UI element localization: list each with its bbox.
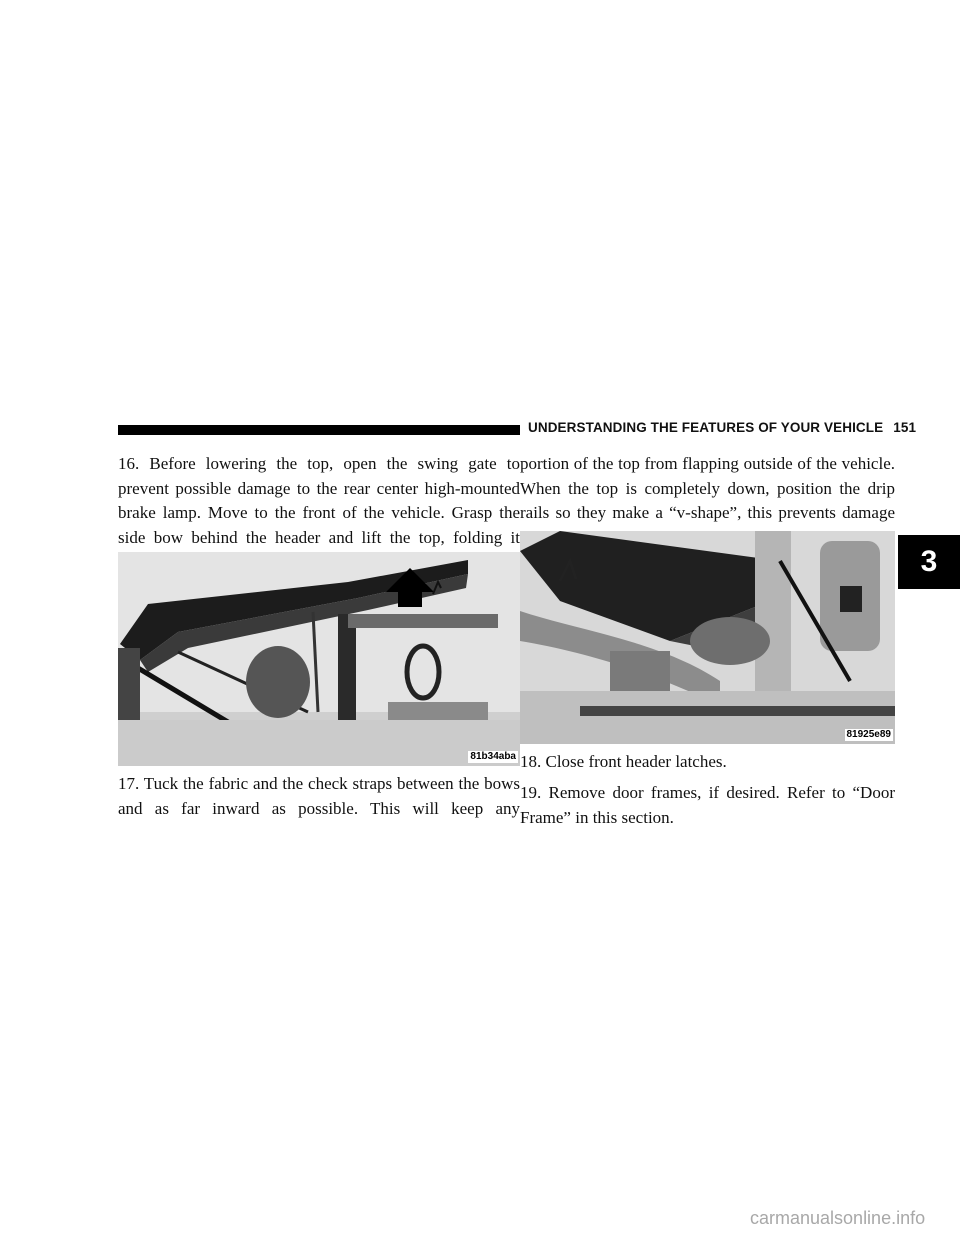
- figure-code: 81925e89: [846, 729, 891, 740]
- paragraph-step-19: 19. Remove door frames, if desired. Refer to “Door Frame” in this section.: [520, 783, 895, 827]
- paragraph-step-17-continued: portion of the top from flapping outside of the vehicle. When the top is completely down, position the drip rails so they make a “v-shape”, this prevents damage: [520, 454, 895, 523]
- running-header: [528, 420, 916, 435]
- header-rule: [118, 425, 520, 435]
- paragraph-step-16: 16. Before lowering the top, open the swing gate to prevent possible damage to the rear center high-mounted brake lamp. Move to the front of the vehicle. Grasp the side bow behind the header and lift the top, folding it: [118, 454, 520, 547]
- paragraph-step-17: 17. Tuck the fabric and the check straps between the bows and as far inward as possible. This will keep any: [118, 774, 520, 818]
- chapter-tab: 3: [898, 535, 960, 589]
- figure-code: 81b34aba: [470, 751, 516, 762]
- page-number: 151: [893, 420, 917, 435]
- figure-lifting-top: [118, 552, 520, 766]
- paragraph-step-18: 18. Close front header latches.: [520, 752, 727, 771]
- watermark: carmanualsonline.info: [750, 1208, 926, 1228]
- section-title: UNDERSTANDING THE FEATURES OF YOUR VEHICLE: [528, 420, 884, 435]
- vehicle-top-illustration: [118, 552, 520, 766]
- figure-folded-top: [520, 531, 895, 744]
- folded-top-illustration: [520, 531, 895, 744]
